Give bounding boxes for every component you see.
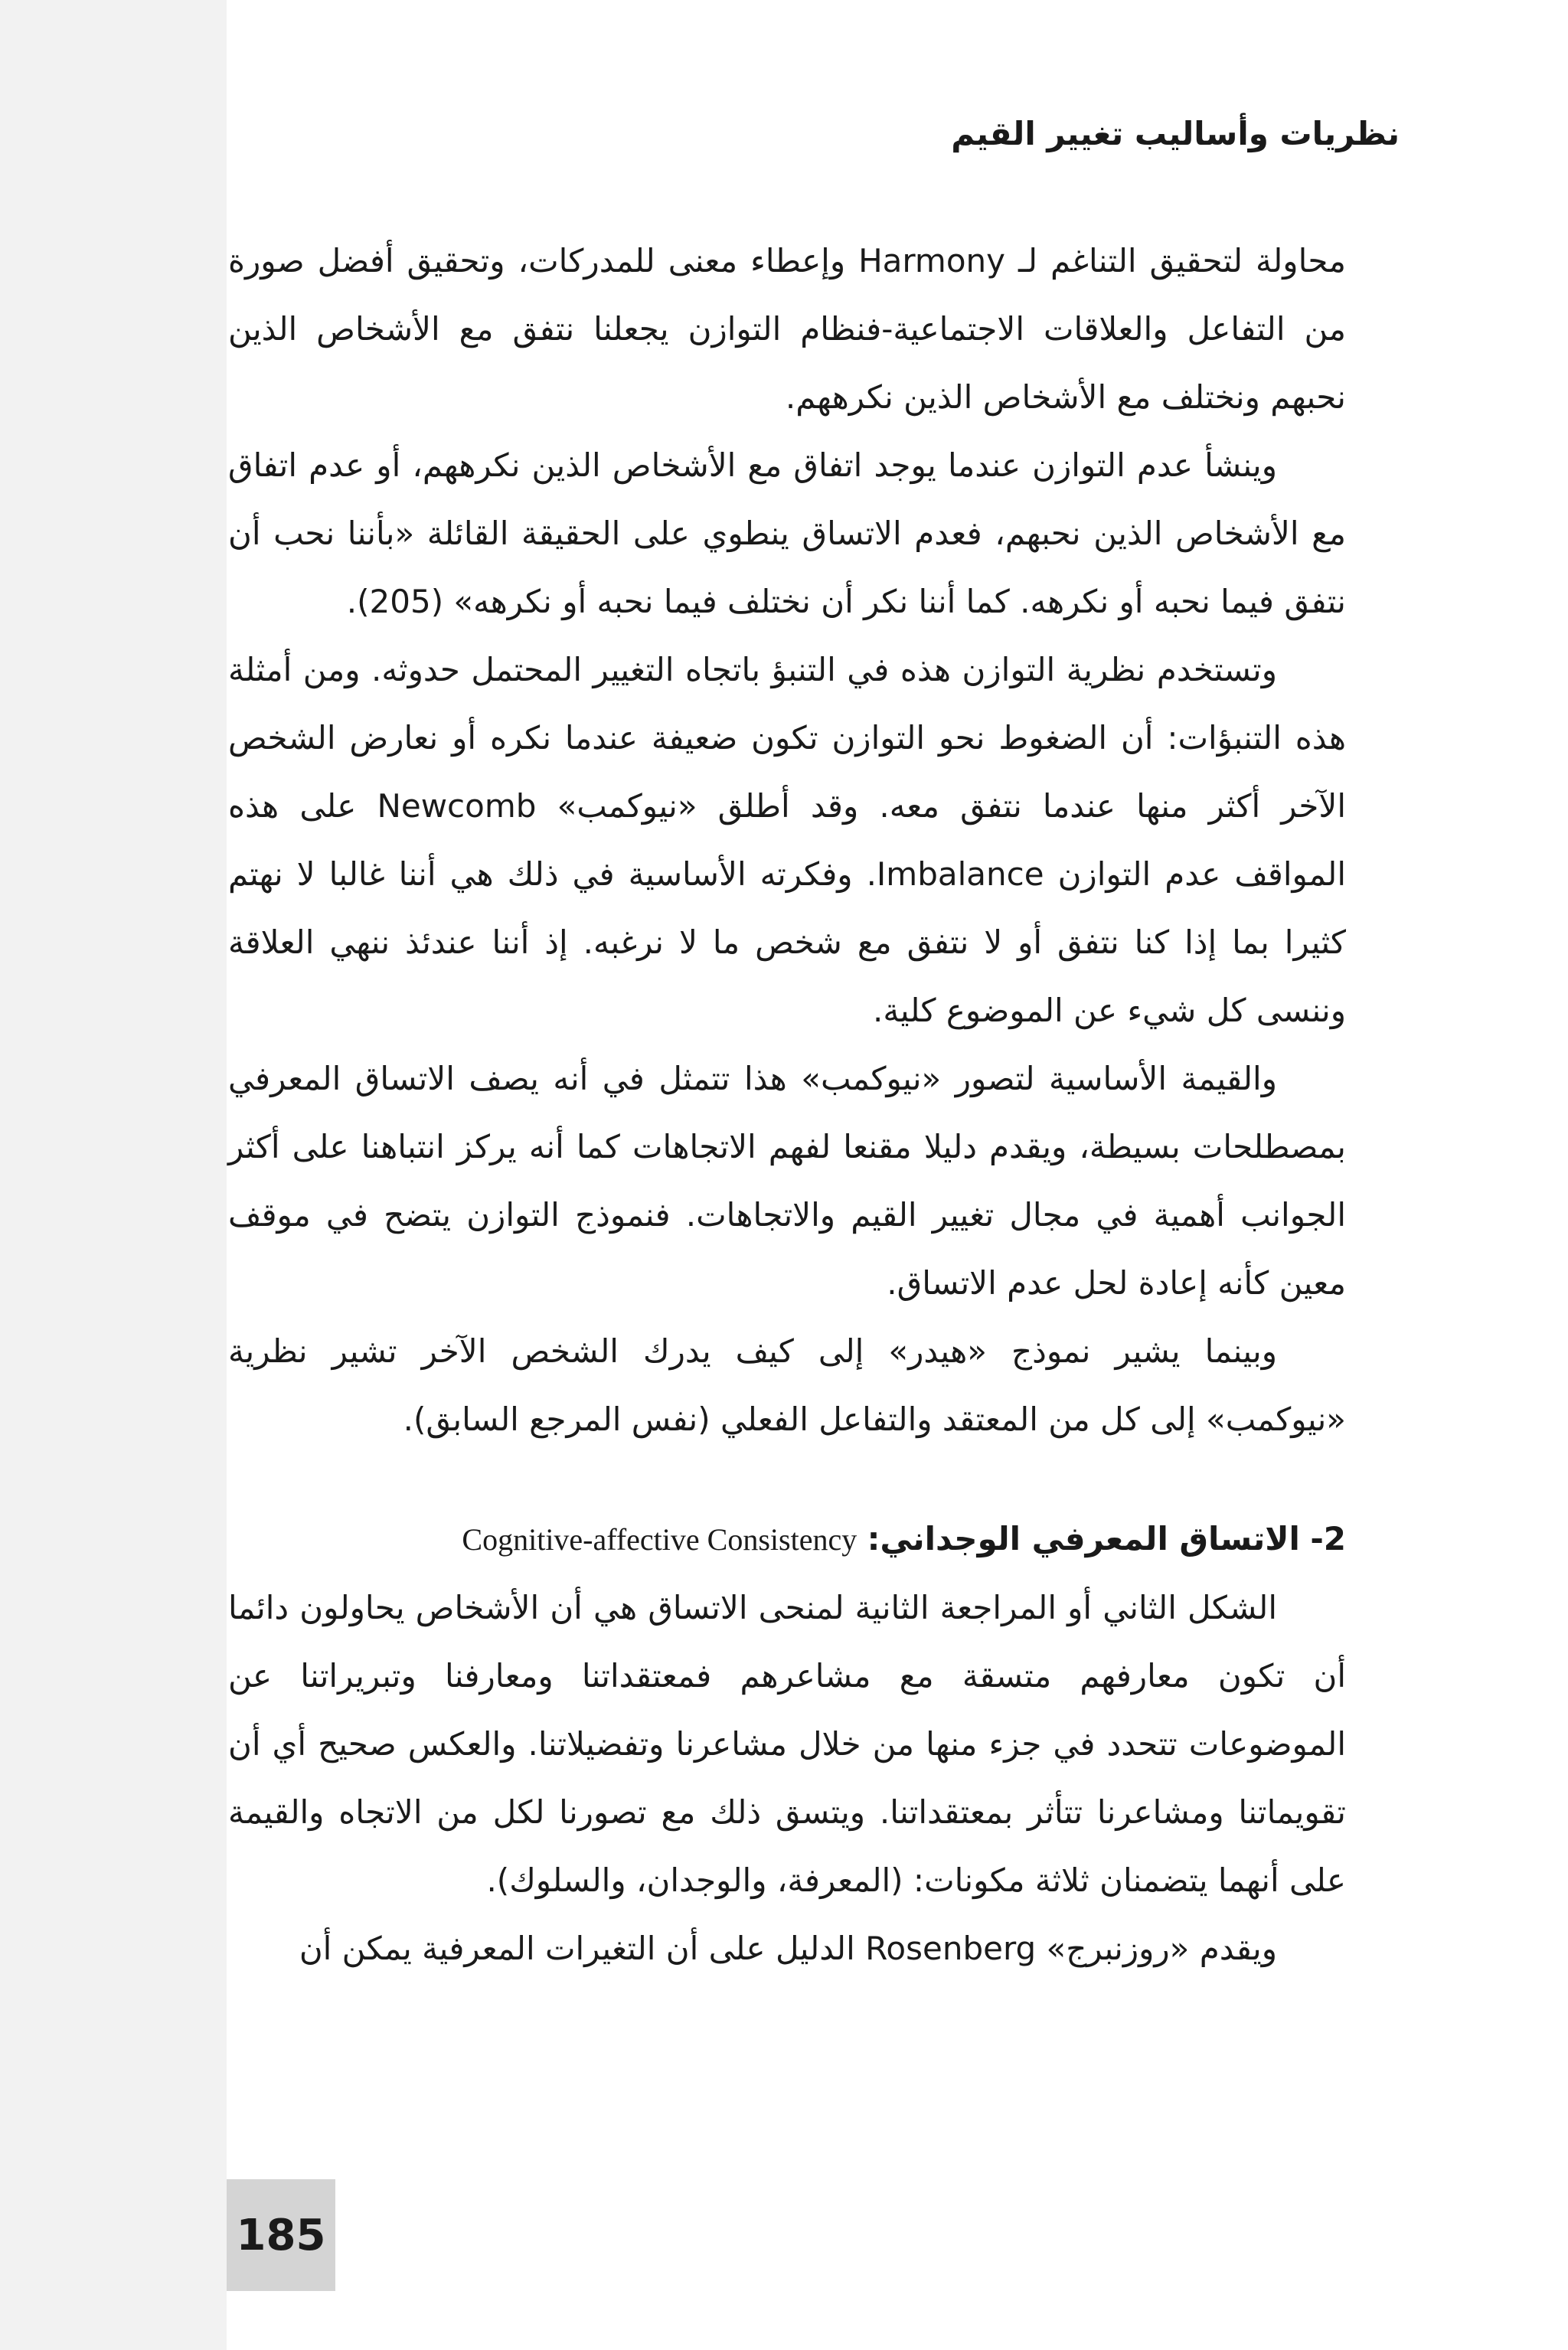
page-number-box (227, 2179, 335, 2291)
paragraph-6: الشكل الثاني أو المراجعة الثانية لمنحى الاتساق هي أن الأشخاص يحاولون دائما أن تكون معارفهم متسقة مع مشاعرهم فمعتقداتنا ومعارفنا وتبريراتنا عن الموضوعات تتحدد في جزء منها من خلال مشاعرنا وتفضيلاتنا. والعكس صحيح أي أن تقويماتنا ومشاعرنا تتأثر بمعتقداتنا. ويتسق ذلك مع تصورنا لكل من الاتجاه والقيمة على أنهما يتضمنان ثلاثة مكونات: (المعرفة، والوجدان، والسلوك). (228, 1589, 1346, 1899)
body-text (228, 227, 1346, 1982)
running-head: نظريات وأساليب تغيير القيم (951, 115, 1400, 152)
section-gap (228, 1453, 1346, 1505)
paragraph-7: ويقدم «روزنبرج» Rosenberg الدليل على أن التغيرات المعرفية يمكن أن (299, 1930, 1277, 1967)
paragraph-3: وتستخدم نظرية التوازن هذه في التنبؤ باتجاه التغيير المحتمل حدوثه. ومن أمثلة هذه التنبؤات: أن الضغوط نحو التوازن تكون ضعيفة عندما نكره أو نعارض الشخص الآخر أكثر منها عندما نتفق معه. وقد أطلق «نيوكمب» Newcomb على هذه المواقف عدم التوازن Imbalance. وفكرته الأساسية في ذلك هي أننا غالبا لا نهتم كثيرا بما إذا كنا نتفق أو لا نتفق مع شخص ما لا نرغبه. إذ أننا عندئذ ننهي العلاقة وننسى كل شيء عن الموضوع كلية. (228, 651, 1347, 1029)
page-number: 185 (236, 2210, 326, 2260)
section-number: 2- (1310, 1520, 1346, 1557)
section-heading (228, 1505, 1346, 1574)
paragraph-1: محاولة لتحقيق التناغم لـ Harmony وإعطاء معنى للمدركات، وتحقيق أفضل صورة من التفاعل والعلاقات الاجتماعية-فنظام التوازن يجعلنا نتفق مع الأشخاص الذين نحبهم ونختلف مع الأشخاص الذين نكرههم. (228, 242, 1346, 416)
paragraph-5: وبينما يشير نموذج «هيدر» إلى كيف يدرك الشخص الآخر تشير نظرية «نيوكمب» إلى كل من المعتقد والتفاعل الفعلي (نفس المرجع السابق). (228, 1332, 1346, 1438)
left-margin-band (0, 0, 227, 2350)
section-title-english: Cognitive-affective Consistency (462, 1522, 858, 1557)
section-title: الاتساق المعرفي الوجداني: (867, 1520, 1300, 1557)
paragraph-2: وينشأ عدم التوازن عندما يوجد اتفاق مع الأشخاص الذين نكرههم، أو عدم اتفاق مع الأشخاص الذين نحبهم، فعدم الاتساق ينطوي على الحقيقة القائلة «بأننا نحب أن نتفق فيما نحبه أو نكرهه. كما أننا نكر أن نختلف فيما نحبه أو نكرهه» (205). (228, 446, 1346, 620)
paragraph-4: والقيمة الأساسية لتصور «نيوكمب» هذا تتمثل في أنه يصف الاتساق المعرفي بمصطلحات بسيطة، ويقدم دليلا مقنعا لفهم الاتجاهات كما أنه يركز انتباهنا على أكثر الجوانب أهمية في مجال تغيير القيم والاتجاهات. فنموذج التوازن يتضح في موقف معين كأنه إعادة لحل عدم الاتساق. (228, 1060, 1346, 1302)
